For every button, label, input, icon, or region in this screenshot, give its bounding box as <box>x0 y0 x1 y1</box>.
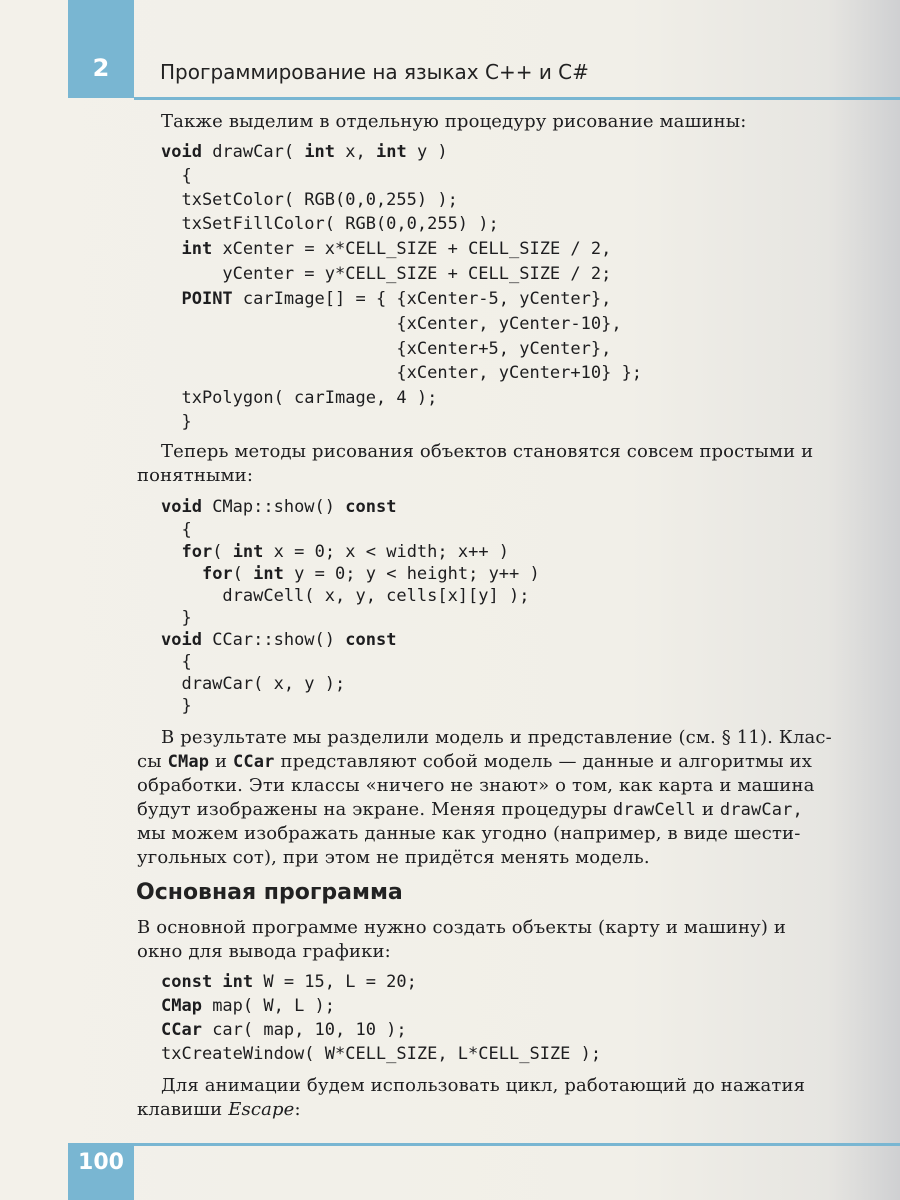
code-line: {xCenter, yCenter-10}, <box>161 314 622 334</box>
code-line: const int W = 15, L = 20; <box>161 972 417 992</box>
footer-rule <box>68 1143 900 1146</box>
paragraph-line: сы CMap и CCar представляют собой модель — данные и алгоритмы их <box>137 751 812 772</box>
code-line: { <box>161 520 192 540</box>
running-header-title: Программирование на языках С++ и C# <box>160 60 589 84</box>
header-rule <box>134 97 900 100</box>
code-line: drawCell( x, y, cells[x][y] ); <box>161 586 530 606</box>
inline-code-ccar: CCar <box>233 752 275 772</box>
code-line: for( int x = 0; x < width; x++ ) <box>181 542 510 562</box>
code-line: { <box>161 652 192 672</box>
code-line: txPolygon( carImage, 4 ); <box>161 388 438 408</box>
code-line: txSetFillColor( RGB(0,0,255) ); <box>161 214 499 234</box>
code-line: void CMap::show() const <box>161 497 397 517</box>
code-line: {xCenter+5, yCenter}, <box>161 339 612 359</box>
paragraph-line: будут изображены на экране. Меняя процедуры drawCell и drawCar, <box>137 799 803 820</box>
paragraph-line: обработки. Эти классы «ничего не знают» о том, как карта и машина <box>137 775 815 796</box>
code-line: yCenter = y*CELL_SIZE + CELL_SIZE / 2; <box>161 264 612 284</box>
paragraph-line: клавиши Escape: <box>137 1099 301 1120</box>
inline-code-cmap: CMap <box>167 752 210 772</box>
code-line: for( int y = 0; y < height; y++ ) <box>201 564 540 584</box>
code-line: POINT carImage[] = { {xCenter-5, yCenter}, <box>181 289 612 309</box>
key-name: Escape <box>228 1099 295 1120</box>
code-line: txCreateWindow( W*CELL_SIZE, L*CELL_SIZE ); <box>161 1044 602 1064</box>
code-line: {xCenter, yCenter+10} }; <box>161 363 643 383</box>
code-line: } <box>161 608 192 628</box>
chapter-number: 2 <box>92 54 110 82</box>
code-line: int xCenter = x*CELL_SIZE + CELL_SIZE / 2, <box>181 239 612 259</box>
code-line: drawCar( x, y ); <box>161 674 346 694</box>
paragraph: Теперь методы рисования объектов становятся совсем простыми и <box>161 441 814 462</box>
paragraph: окно для вывода графики: <box>137 941 391 962</box>
inline-code-drawcar: drawCar, <box>719 800 803 820</box>
paragraph: понятными: <box>137 465 254 486</box>
code-line: void drawCar( int x, int y ) <box>161 142 448 162</box>
code-line: CCar car( map, 10, 10 ); <box>161 1020 407 1040</box>
code-line: } <box>161 412 192 432</box>
intro-paragraph: Также выделим в отдельную процедуру рисование машины: <box>161 111 747 132</box>
paragraph-line: Для анимации будем использовать цикл, работающий до нажатия <box>161 1075 806 1096</box>
section-heading: Основная программа <box>136 880 403 905</box>
paragraph-line: угольных сот), при этом не придётся менять модель. <box>137 847 650 868</box>
code-line: void CCar::show() const <box>161 630 397 650</box>
code-line: } <box>161 696 192 716</box>
paragraph-line: В результате мы разделили модель и представление (см. § 11). Клас- <box>161 727 832 748</box>
paragraph: В основной программе нужно создать объекты (карту и машину) и <box>137 917 787 938</box>
inline-code-drawcell: drawCell <box>612 800 696 820</box>
code-line: txSetColor( RGB(0,0,255) ); <box>161 190 458 210</box>
paragraph-line: мы можем изображать данные как угодно (например, в виде шести- <box>137 823 801 844</box>
page-number: 100 <box>78 1150 124 1175</box>
code-line: { <box>161 166 192 186</box>
chapter-marker <box>68 0 134 98</box>
code-line: CMap map( W, L ); <box>161 996 336 1016</box>
